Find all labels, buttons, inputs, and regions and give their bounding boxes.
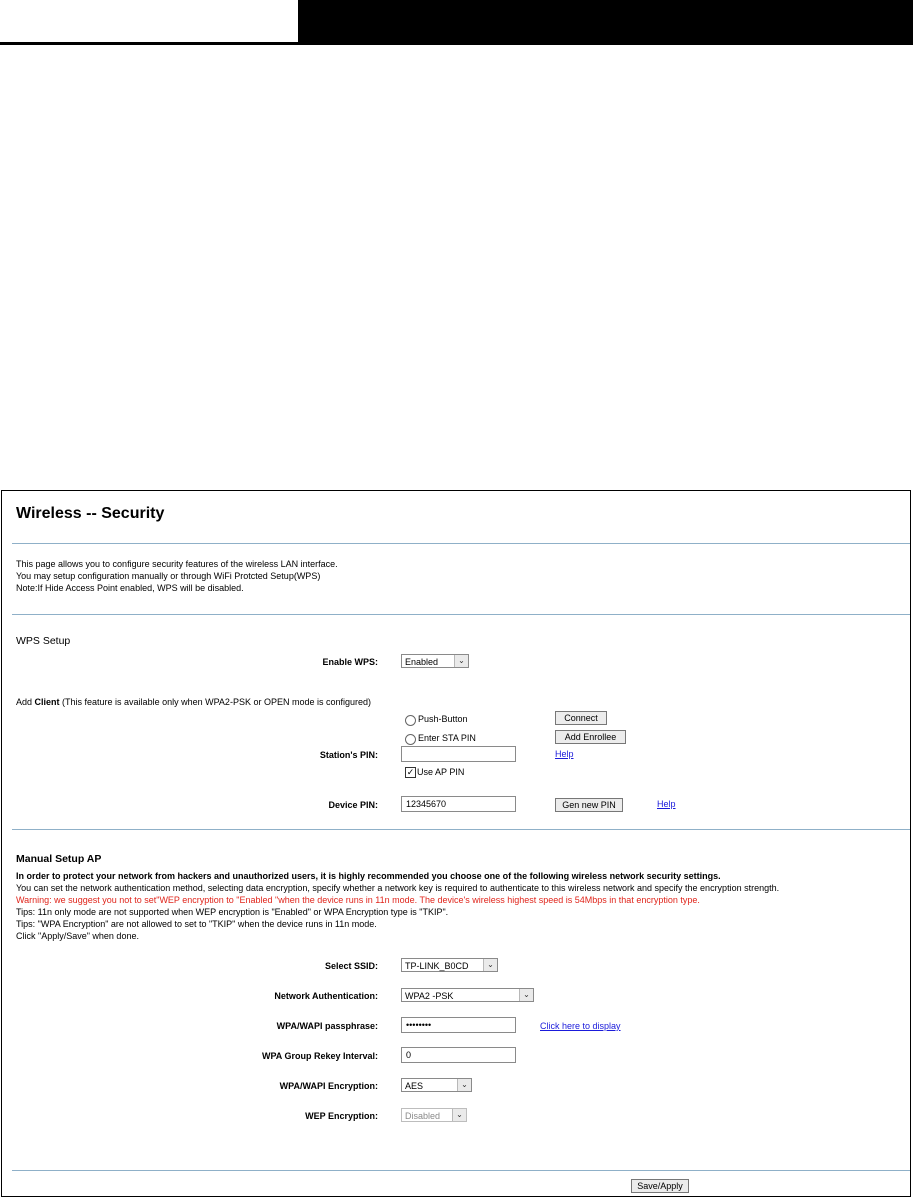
rekey-interval-label: WPA Group Rekey Interval: [261,1051,378,1061]
security-recommendation: In order to protect your network from hackers and unauthorized users, it is highly recommended you choose one of the following wireless network security settings. [16,871,721,881]
enable-wps-value: Enabled [405,657,439,667]
use-ap-pin-label: Use AP PIN [417,767,465,777]
wep-encryption-label: WEP Encryption: [305,1111,378,1121]
intro-line-1: This page allows you to configure security features of the wireless LAN interface. [16,559,338,569]
add-enrollee-button[interactable]: Add Enrollee [555,730,626,744]
tip-line-1: Tips: 11n only mode are not supported when WEP encryption is "Enabled" or WPA Encryption type is "TKIP". [16,907,449,917]
apply-instruction: Click "Apply/Save" when done. [16,931,139,941]
network-auth-label: Network Authentication: [274,991,378,1001]
wpa-encryption-value: AES [405,1081,424,1091]
chevron-down-icon: ⌄ [452,1109,466,1121]
select-ssid-label: Select SSID: [324,961,378,971]
add-client-bold: Client [34,697,60,707]
passphrase-label: WPA/WAPI passphrase: [276,1021,378,1031]
push-button-label: Push-Button [418,714,468,724]
chevron-down-icon: ⌄ [519,989,533,1001]
use-ap-pin-checkbox[interactable] [405,767,416,778]
station-pin-input[interactable] [401,746,516,762]
header-black-block [298,0,913,42]
add-client-note: (This feature is available only when WPA2-PSK or OPEN mode is configured) [59,697,371,707]
document-header-bar [0,0,913,47]
device-pin-label: Device PIN: [328,800,378,810]
network-auth-value: WPA2 -PSK [405,991,454,1001]
intro-line-2: You may setup configuration manually or through WiFi Protcted Setup(WPS) [16,571,321,581]
divider [12,543,910,544]
rekey-interval-input[interactable]: 0 [401,1047,516,1063]
add-client-prefix: Add [16,697,35,707]
add-client-text [16,697,371,708]
check-icon: ✓ [406,767,415,777]
divider [12,614,910,615]
header-rule [0,42,913,45]
help-link-2[interactable]: Help [657,799,676,809]
wpa-encryption-label: WPA/WAPI Encryption: [279,1081,378,1091]
wpa-encryption-select[interactable] [401,1078,472,1092]
network-auth-select[interactable] [401,988,534,1002]
tip-line-2: Tips: "WPA Encryption" are not allowed to set to "TKIP" when the device runs in 11n mode. [16,919,377,929]
push-button-radio[interactable] [405,715,416,726]
intro-line-3: Note:If Hide Access Point enabled, WPS will be disabled. [16,583,244,593]
chevron-down-icon: ⌄ [457,1079,471,1091]
chevron-down-icon: ⌄ [454,655,468,667]
ssid-select[interactable] [401,958,498,972]
wep-warning: Warning: we suggest you not to set"WEP encryption to "Enabled "when the device runs in 11n mode. The device's wireless highest speed is 54Mbps in that encryption type. [16,895,700,905]
wireless-security-panel [1,490,911,1197]
connect-button[interactable]: Connect [555,711,607,725]
passphrase-input[interactable]: •••••••• [401,1017,516,1033]
wep-encryption-select[interactable] [401,1108,467,1122]
enable-wps-label: Enable WPS: [322,657,378,667]
help-link[interactable]: Help [555,749,574,759]
wep-encryption-value: Disabled [405,1111,441,1121]
enable-wps-select[interactable] [401,654,469,668]
save-apply-button[interactable]: Save/Apply [631,1179,689,1193]
gen-new-pin-button[interactable]: Gen new PIN [555,798,623,812]
ssid-value: TP-LINK_B0CD [405,961,469,971]
enter-sta-pin-label: Enter STA PIN [418,733,476,743]
manual-description: You can set the network authentication method, selecting data encryption, specify whether a network key is required to authenticate to this wireless network and specify the encryption strength. [16,883,780,893]
chevron-down-icon: ⌄ [483,959,497,971]
station-pin-label: Station's PIN: [319,750,378,760]
page-title: Wireless -- Security [16,505,165,522]
divider [12,1170,910,1171]
device-pin-input[interactable]: 12345670 [401,796,516,812]
divider [12,829,910,830]
wps-heading: WPS Setup [16,635,71,647]
display-passphrase-link[interactable]: Click here to display [540,1021,621,1031]
manual-setup-heading: Manual Setup AP [16,853,102,865]
enter-sta-pin-radio[interactable] [405,734,416,745]
